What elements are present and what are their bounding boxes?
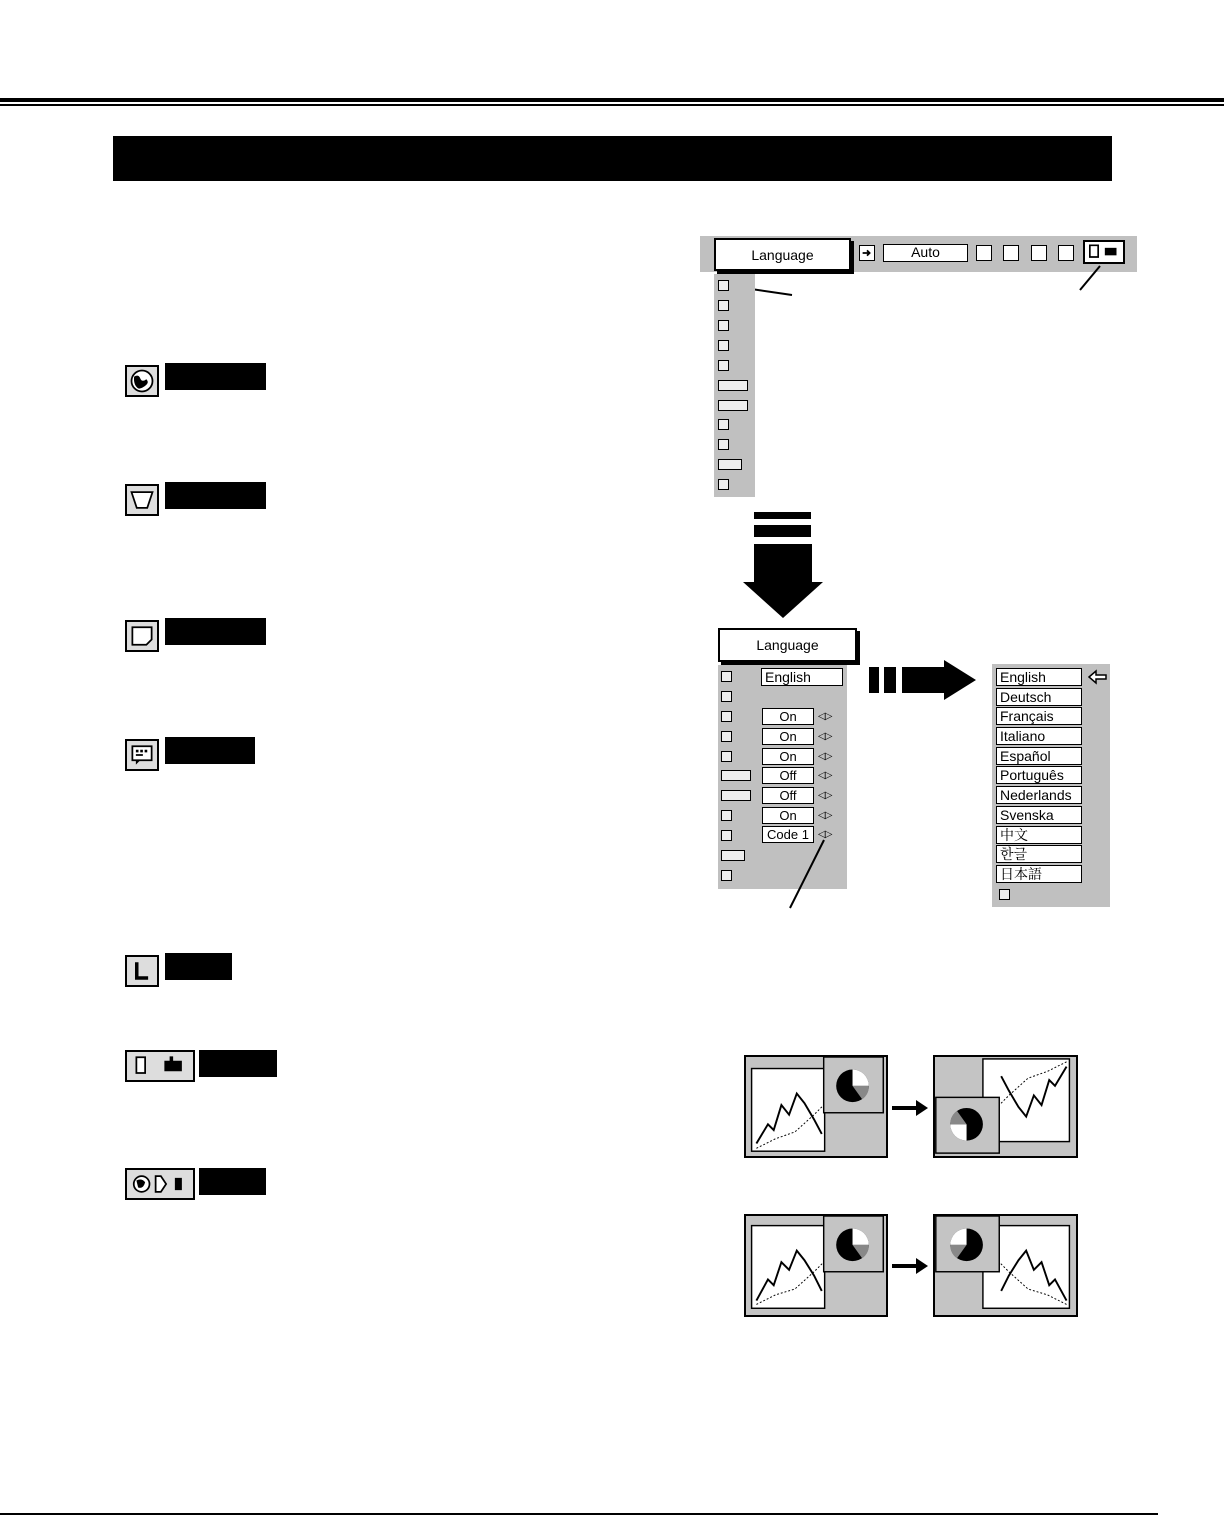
adjust-arrows[interactable]: ◁▷: [818, 711, 832, 722]
filter-icon[interactable]: [721, 850, 745, 861]
rear-after-diagram: [933, 1214, 1078, 1317]
arrow-dash-1: [869, 667, 879, 693]
adjust-arrows[interactable]: ◁▷: [818, 829, 832, 840]
language-option[interactable]: 日本語: [996, 865, 1082, 883]
selected-arrow-icon: [1088, 669, 1108, 685]
blue-back-icon: [125, 620, 159, 652]
exit-icon[interactable]: [999, 889, 1010, 900]
exit-icon[interactable]: [721, 870, 732, 881]
keystone-icon[interactable]: [718, 300, 729, 311]
language-option[interactable]: English: [996, 668, 1082, 686]
top-rule-thin: [0, 104, 1224, 106]
language-value[interactable]: English: [761, 668, 843, 686]
rear-transform-arrow: [892, 1258, 928, 1274]
arrow-bar-2: [754, 525, 811, 537]
top-rule-thick: [0, 98, 1224, 102]
globe-icon[interactable]: [718, 280, 729, 291]
ceiling-icon[interactable]: [718, 380, 748, 391]
arrow-dash-2: [884, 667, 896, 693]
rear-value[interactable]: Off: [762, 787, 814, 804]
down-arrow: [743, 544, 823, 618]
right-arrow: [902, 660, 976, 700]
section-header-bar: [113, 136, 1112, 181]
language-option[interactable]: Deutsch: [996, 688, 1082, 706]
input-mode-value[interactable]: Auto: [883, 244, 968, 262]
logo-icon[interactable]: [718, 360, 729, 371]
footer-rule: [0, 1513, 1158, 1515]
adjust-arrows[interactable]: ◁▷: [818, 751, 832, 762]
setting-menu-title: [718, 628, 857, 662]
ceiling-icon[interactable]: [721, 770, 751, 781]
lamp-value[interactable]: On: [762, 807, 814, 824]
display-item-tag: [165, 737, 255, 764]
globe-icon: [125, 365, 159, 397]
language-option[interactable]: Italiano: [996, 727, 1082, 745]
sound-icon[interactable]: [1058, 245, 1074, 261]
rear-icon: [125, 1168, 195, 1200]
globe-item-tag: [165, 363, 266, 390]
adjust-arrows[interactable]: ◁▷: [818, 731, 832, 742]
adjust-arrows[interactable]: ◁▷: [818, 810, 832, 821]
keystone-icon[interactable]: [721, 691, 732, 702]
setting-menu-title-text: Language: [756, 637, 819, 653]
rear-icon[interactable]: [721, 790, 751, 801]
display-value[interactable]: On: [762, 728, 814, 745]
remote-control-icon[interactable]: [721, 830, 732, 841]
exit-icon[interactable]: [718, 479, 729, 490]
display-icon[interactable]: [721, 731, 732, 742]
language-option[interactable]: 中文: [996, 826, 1082, 844]
rear-item-tag: [199, 1168, 266, 1195]
language-option[interactable]: Svenska: [996, 806, 1082, 824]
blue-back-item-tag: [165, 618, 266, 645]
language-option[interactable]: Nederlands: [996, 786, 1082, 804]
logo-item-tag: [165, 953, 232, 980]
pointer-line-arrows: [786, 836, 830, 910]
ceiling-value[interactable]: Off: [762, 767, 814, 784]
language-option[interactable]: Français: [996, 707, 1082, 725]
logo-value[interactable]: On: [762, 748, 814, 765]
rear-icon[interactable]: [718, 400, 748, 411]
globe-icon[interactable]: [721, 671, 732, 682]
blue-back-value[interactable]: On: [762, 708, 814, 725]
lamp-icon[interactable]: [718, 419, 729, 430]
logo-icon[interactable]: [721, 751, 732, 762]
keystone-icon: [125, 484, 159, 516]
screen-icon[interactable]: [976, 245, 992, 261]
ceiling-before-diagram: [744, 1055, 888, 1158]
input-icon[interactable]: [859, 245, 875, 261]
rear-before-diagram: [744, 1214, 888, 1317]
blue-back-icon[interactable]: [721, 711, 732, 722]
pointer-line-setting: [1076, 264, 1106, 292]
filter-icon[interactable]: [718, 459, 742, 470]
display-icon[interactable]: [718, 340, 729, 351]
ceiling-item-tag: [199, 1050, 277, 1077]
ceiling-transform-arrow: [892, 1100, 928, 1116]
language-option[interactable]: 한글: [996, 845, 1082, 863]
adjust-arrows[interactable]: ◁▷: [818, 770, 832, 781]
remote-control-value[interactable]: Code 1: [762, 826, 814, 843]
language-option[interactable]: Português: [996, 766, 1082, 784]
main-menu-title-text: Language: [751, 246, 814, 263]
image-adjust-icon[interactable]: [1003, 245, 1019, 261]
language-option[interactable]: Español: [996, 747, 1082, 765]
arrow-bar-1: [754, 512, 811, 519]
setting-icon-selected[interactable]: [1083, 240, 1125, 264]
keystone-item-tag: [165, 482, 266, 509]
ceiling-icon: [125, 1050, 195, 1082]
ceiling-after-diagram: [933, 1055, 1078, 1158]
blue-back-icon[interactable]: [718, 320, 729, 331]
lamp-icon[interactable]: [721, 810, 732, 821]
adjust-arrows[interactable]: ◁▷: [818, 790, 832, 801]
logo-icon: [125, 955, 159, 987]
main-menu-title: [714, 238, 851, 271]
pc-adjust-icon[interactable]: [1031, 245, 1047, 261]
remote-control-icon[interactable]: [718, 439, 729, 450]
display-icon: [125, 739, 159, 771]
